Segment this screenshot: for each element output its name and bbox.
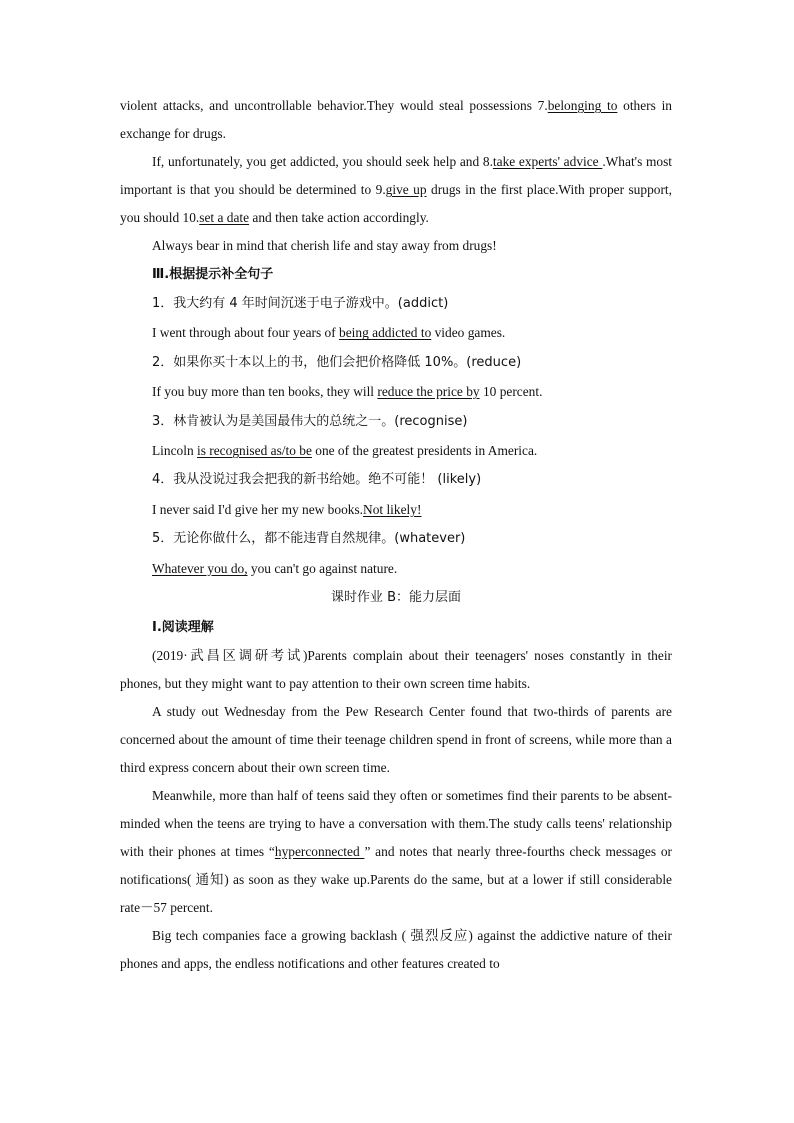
question-1: 1．我大约有 4 年时间沉迷于电子游戏中。(addict)	[152, 296, 449, 311]
text: drugs in the first place.With proper support, you should 10.	[120, 182, 672, 225]
answer-10: set a date	[199, 210, 250, 225]
answer-8: take experts' advice	[492, 154, 603, 169]
section-3-title: Ⅲ.根据提示补全句子	[152, 267, 274, 282]
reading-paragraph-2: A study out Wednesday from the Pew Research Center found that two-thirds of parents are concerned about the amount of time their teenage children spend in front of screens, while more than a third express concern about their own screen time.	[120, 704, 672, 776]
answer-blank-3: is recognised as/to be	[197, 443, 312, 459]
question-2: 2．如果你买十本以上的书，他们会把价格降低 10%。(reduce)	[152, 354, 522, 370]
answer-blank-1: being addicted to	[339, 325, 432, 341]
passage-line-7	[120, 92, 672, 148]
text: Meanwhile, more than half of teens said they often or sometimes find their parents to be absent-minded when the teens are trying to have a conversation with them.The study calls teens' relationship with their phones at times “	[120, 788, 672, 860]
text: Lincoln	[152, 443, 197, 459]
text: you can't go against nature.	[247, 560, 398, 576]
question-4: 4．我从没说过我会把我的新书给她。绝不可能！ (likely)	[152, 472, 482, 488]
reading-paragraph-1: (2019·武昌区调研考试)Parents complain about their teenagers' noses constantly in their phones, but they might want to pay attention to their own screen time habits.	[120, 648, 672, 692]
text: If you buy more than ten books, they will	[152, 384, 378, 400]
answer-blank-2: reduce the price by	[377, 384, 480, 400]
passage-closing-line: Always bear in mind that cherish life and stay away from drugs!	[152, 238, 497, 253]
text: I went through about four years of	[152, 325, 340, 341]
text: I never said I'd give her my new books.	[152, 501, 364, 517]
answer-7: belonging to	[547, 98, 618, 113]
text: 10 percent.	[479, 384, 543, 400]
text: If, unfortunately, you get addicted, you should seek help and 8.	[152, 154, 493, 169]
underlined-word: hyperconnected	[274, 844, 365, 860]
reading-section-title: Ⅰ.阅读理解	[152, 620, 214, 636]
text: and then take action accordingly.	[249, 210, 429, 225]
question-5: 5．无论你做什么，都不能违背自然规律。(whatever)	[152, 531, 466, 547]
answer-9: give up	[385, 182, 427, 197]
document-page	[120, 92, 672, 978]
answer-line-4	[120, 495, 672, 524]
reading-paragraph-3	[120, 782, 672, 922]
answer-blank-5: Whatever you do,	[152, 560, 248, 576]
reading-paragraph-4: Big tech companies face a growing backlash ( 强烈反应) against the addictive nature of their phones and apps, the endless notifications and other features created to	[120, 928, 672, 972]
answer-line-2	[120, 377, 672, 406]
question-3: 3．林肯被认为是美国最伟大的总统之一。(recognise)	[152, 413, 468, 429]
text: .What's most important is that you should be determined to 9.	[120, 154, 673, 197]
text: others in exchange for drugs.	[120, 98, 672, 141]
answer-line-5	[120, 554, 672, 583]
text: violent attacks, and uncontrollable behavior.They would steal possessions 7.	[120, 98, 548, 113]
passage-paragraph-8-10	[120, 148, 672, 232]
text: ” and notes that nearly three-fourths check messages or notifications( 通知) as soon as they wake up.Parents do the same, but at a lower if still considerable rate－57 percent.	[120, 844, 672, 916]
part-b-heading: 课时作业 B：能力层面	[330, 590, 462, 606]
text: one of the greatest presidents in America.	[311, 443, 538, 459]
answer-blank-4: Not likely!	[363, 501, 422, 517]
answer-line-3	[120, 436, 672, 465]
text: video games.	[431, 325, 506, 341]
answer-line-1	[120, 318, 672, 347]
